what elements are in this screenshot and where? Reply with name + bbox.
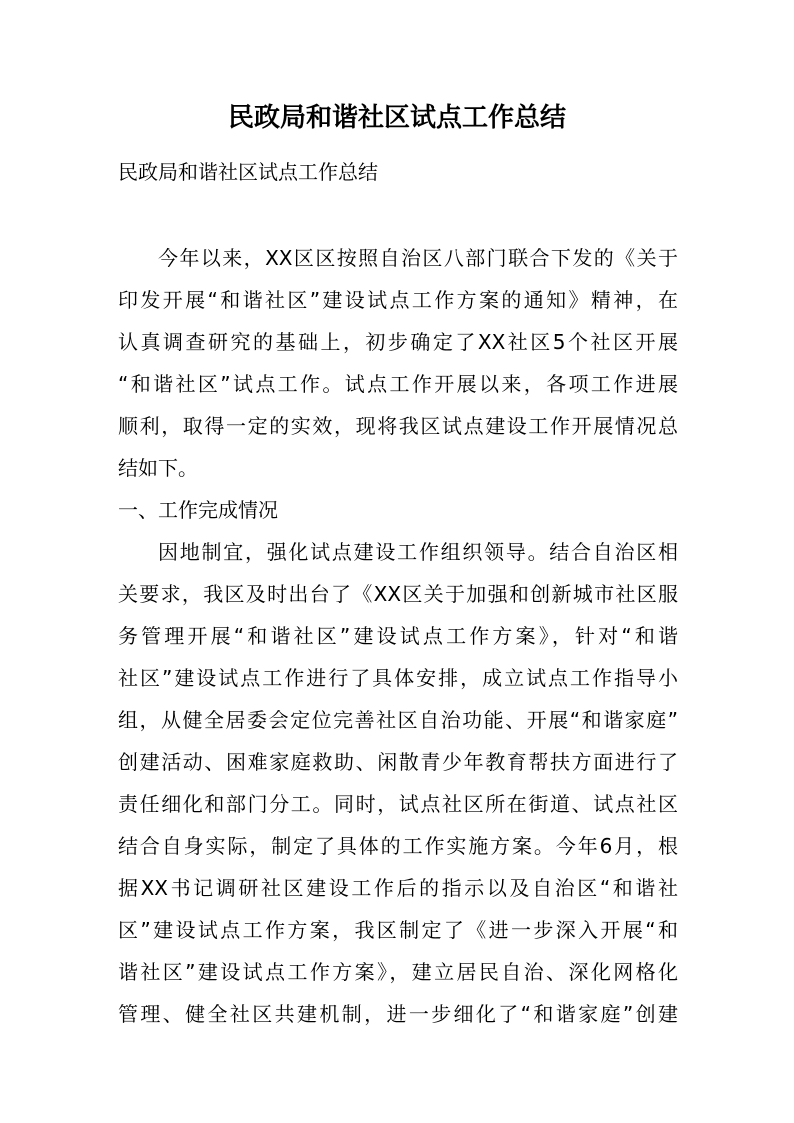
document-title: 民政局和谐社区试点工作总结 <box>227 103 566 133</box>
paragraph-line: 结合自身实际，制定了具体的工作实施方案。今年6月，根 <box>118 834 678 858</box>
paragraph-line: 区”建设试点工作方案，我区制定了《进一步深入开展“和 <box>118 918 678 942</box>
paragraph-line: 谐社区”建设试点工作方案》，建立居民自治、深化网格化 <box>118 960 678 984</box>
paragraph-line: 务管理开展“和谐社区”建设试点工作方案》，针对“和谐 <box>118 624 678 648</box>
document-subtitle: 民政局和谐社区试点工作总结 <box>118 160 378 184</box>
paragraph-line: 管理、健全社区共建机制，进一步细化了“和谐家庭”创建 <box>118 1002 678 1026</box>
paragraph-line: 认真调查研究的基础上，初步确定了XX社区5个社区开展 <box>118 330 678 354</box>
paragraph-line: 因地制宜，强化试点建设工作组织领导。结合自治区相 <box>158 540 678 564</box>
paragraph-line: 创建活动、困难家庭救助、闲散青少年教育帮扶方面进行了 <box>118 750 678 774</box>
paragraph-line: 印发开展“和谐社区”建设试点工作方案的通知》精神，在 <box>118 288 678 312</box>
paragraph-line: 组，从健全居委会定位完善社区自治功能、开展“和谐家庭” <box>118 708 678 732</box>
paragraph-line: 顺利，取得一定的实效，现将我区试点建设工作开展情况总 <box>118 414 678 438</box>
paragraph-line: 据XX书记调研社区建设工作后的指示以及自治区“和谐社 <box>118 876 678 900</box>
paragraph-line: 结如下。 <box>118 456 198 480</box>
paragraph-line: 关要求，我区及时出台了《XX区关于加强和创新城市社区服 <box>118 582 678 606</box>
paragraph-line: 责任细化和部门分工。同时，试点社区所在街道、试点社区 <box>118 792 678 816</box>
paragraph-line: 社区”建设试点工作进行了具体安排，成立试点工作指导小 <box>118 666 678 690</box>
paragraph-line: 今年以来，XX区区按照自治区八部门联合下发的《关于 <box>158 246 678 270</box>
section-heading: 一、工作完成情况 <box>118 498 278 522</box>
paragraph-line: “和谐社区”试点工作。试点工作开展以来，各项工作进展 <box>118 372 678 396</box>
